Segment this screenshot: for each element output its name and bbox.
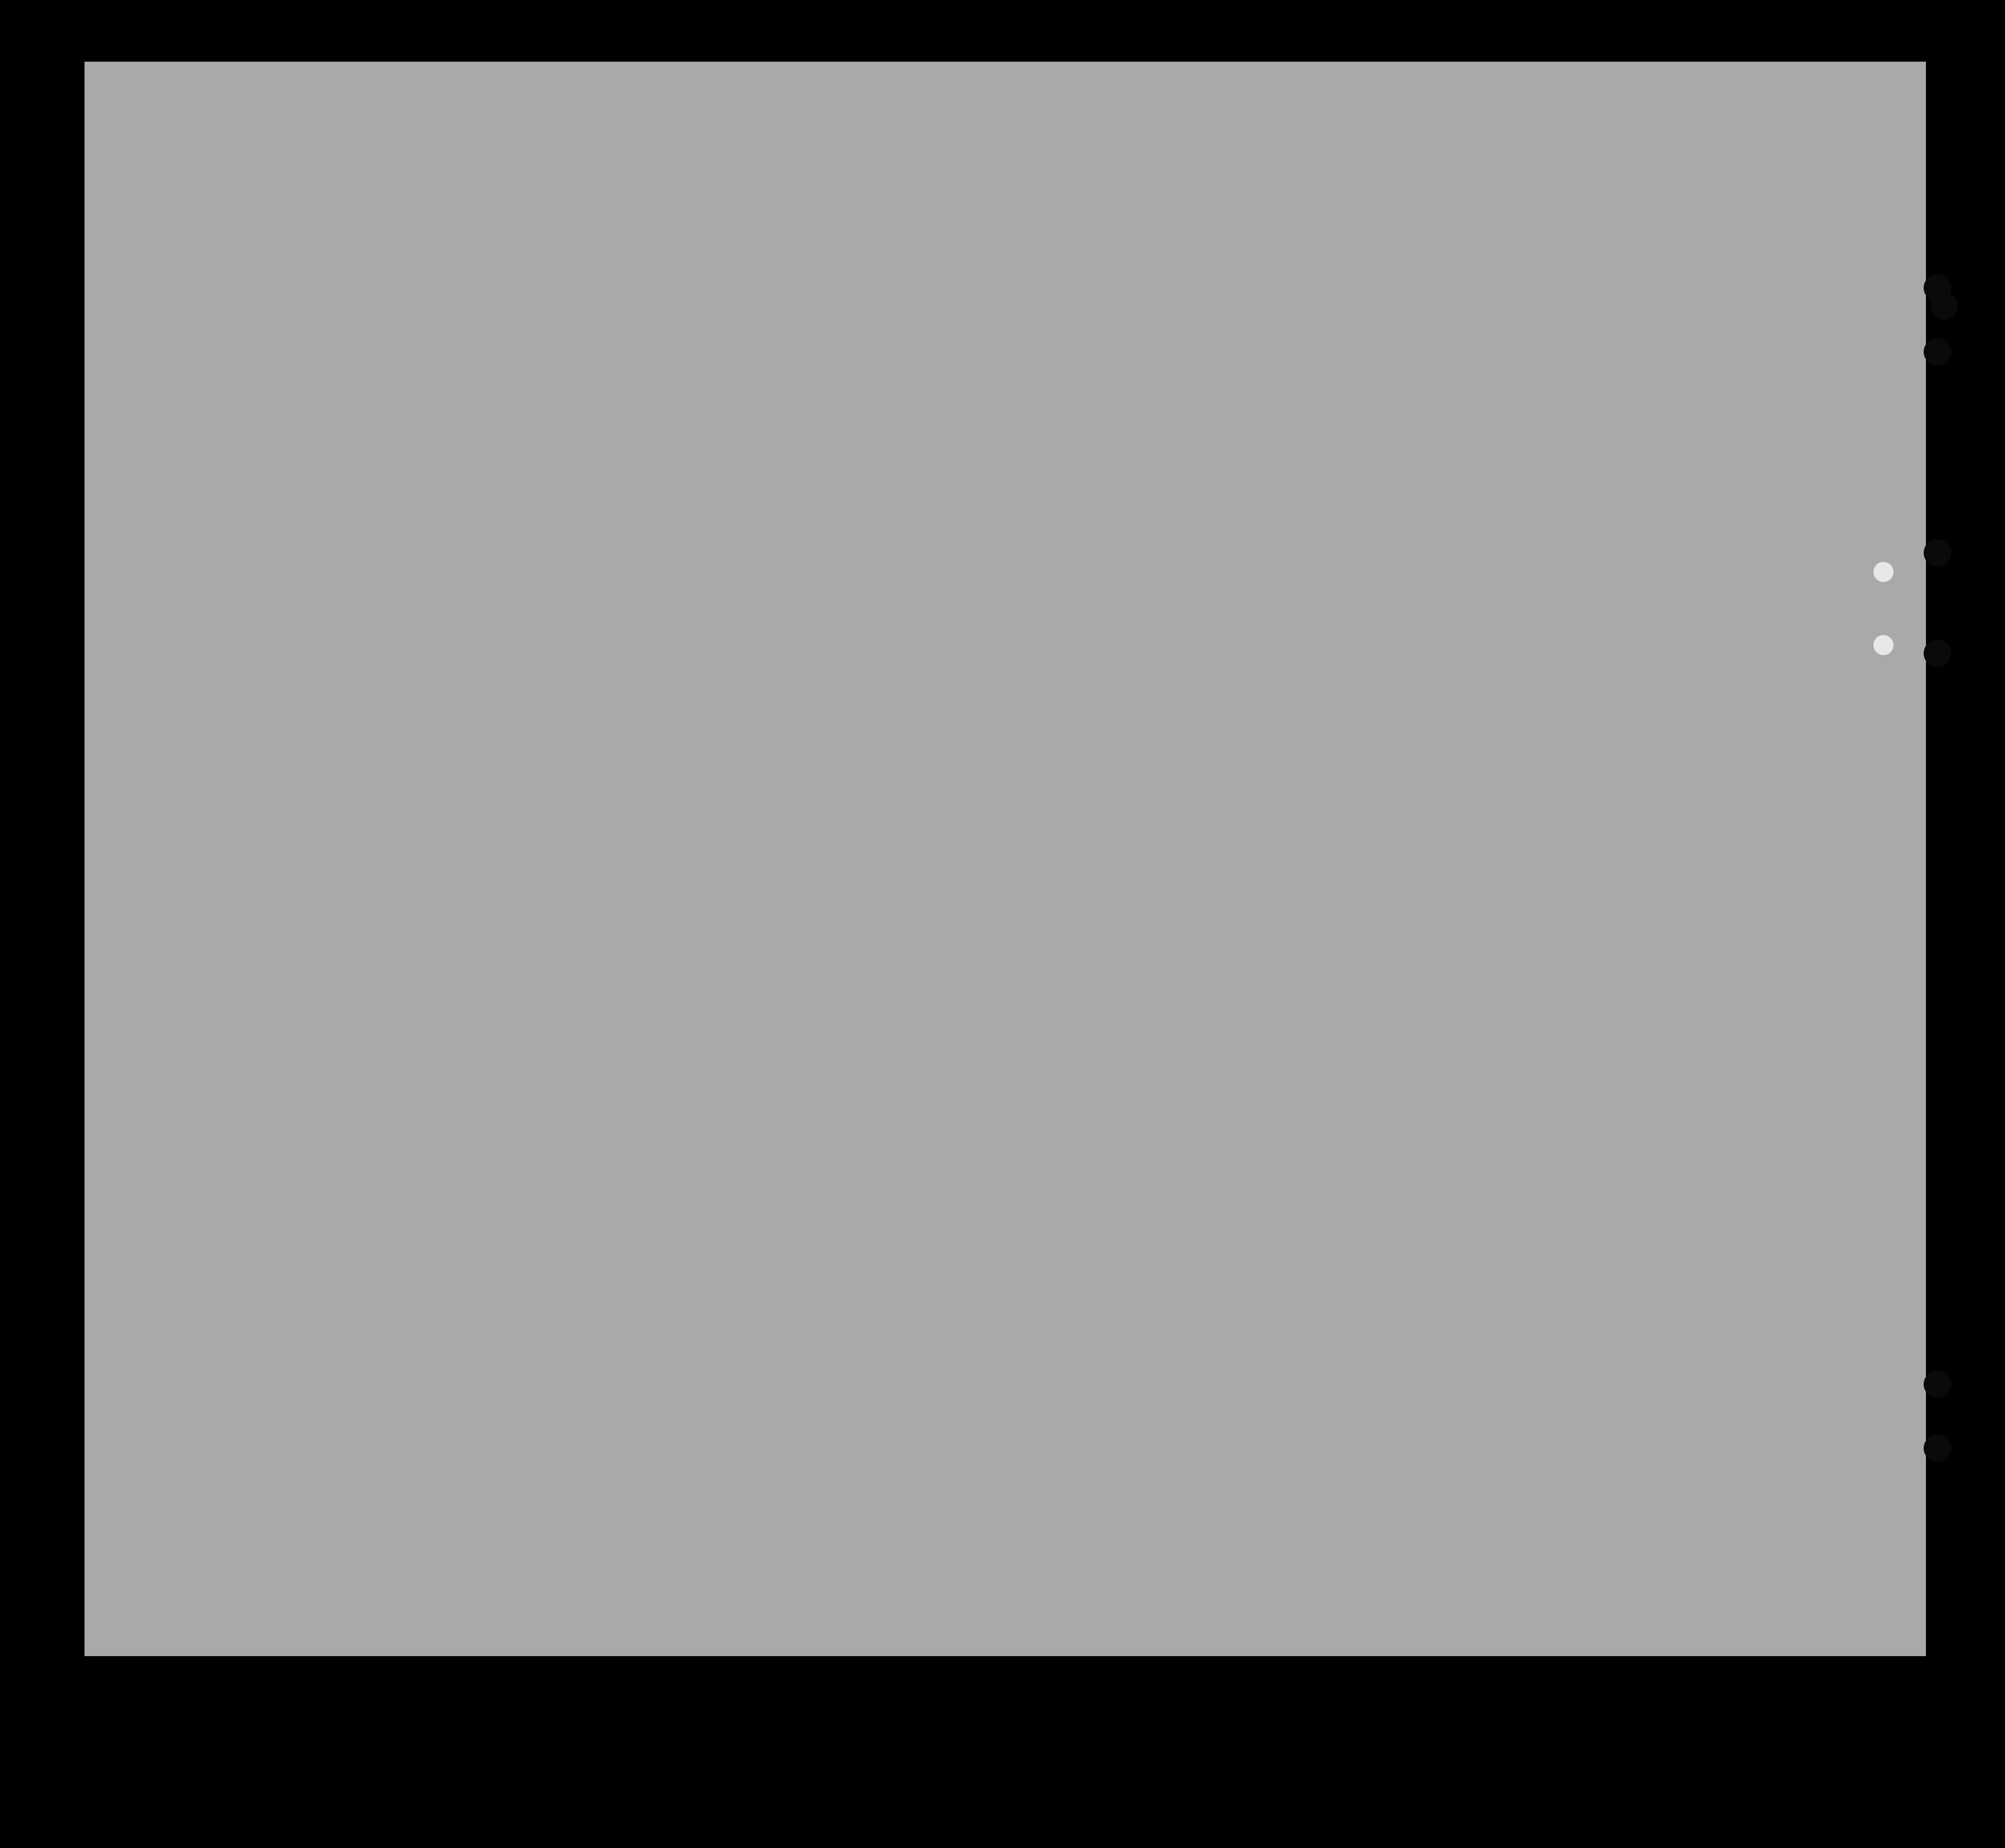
punch-hole <box>1873 562 1894 582</box>
binder-hole <box>1924 338 1951 365</box>
binder-hole <box>1924 640 1951 667</box>
binder-hole <box>1924 1435 1951 1462</box>
binder-hole <box>1931 292 1958 320</box>
punch-hole <box>1873 635 1894 655</box>
table-rules <box>85 62 1926 1656</box>
binder-hole <box>1924 1371 1951 1398</box>
manifest-sheet <box>85 62 1926 1656</box>
binder-hole <box>1924 539 1951 567</box>
